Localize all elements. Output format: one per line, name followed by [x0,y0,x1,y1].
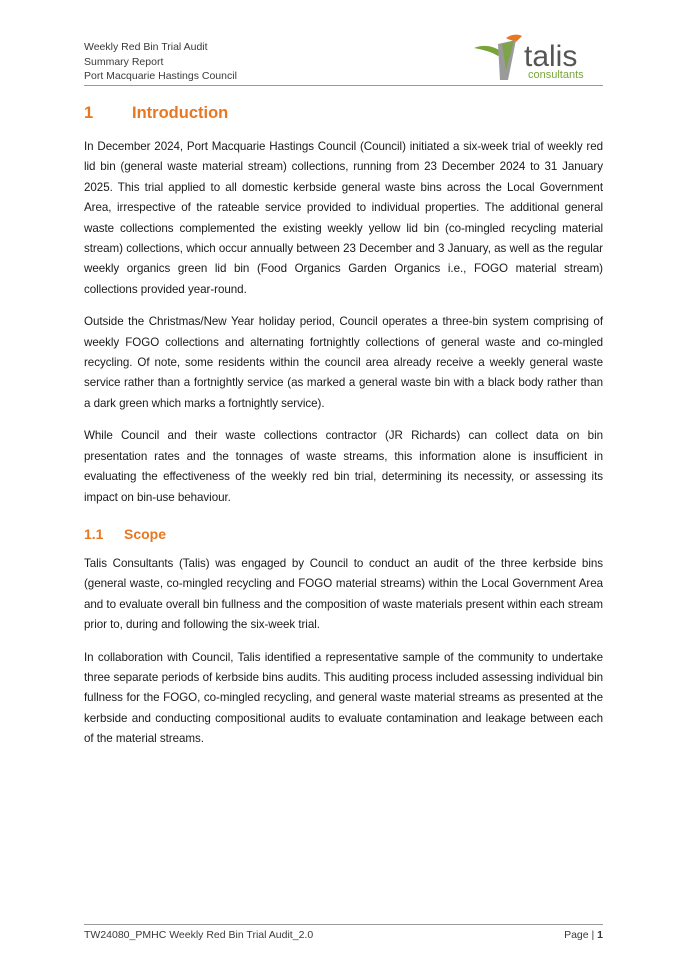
intro-paragraph-2: Outside the Christmas/New Year holiday period, Council operates a three-bin system comprising of weekly FOGO collections and alternating fortnightly collections of general waste and co-mingled recycling. Of note, some residents within the council area already receive a weekly general waste service rather than a fortnightly service (as marked a general waste bin with a black body rather than a dark green which marks a fortnightly service). [84,315,603,410]
header-client: Port Macquarie Hastings Council [84,70,237,82]
document-body [84,104,603,762]
section-1-1-number: 1.1 [84,525,104,542]
section-1-1-heading [84,526,603,542]
footer-divider [84,924,603,925]
page-footer [84,929,603,941]
scope-paragraph-1: Talis Consultants (Talis) was engaged by Council to conduct an audit of the three kerbside bins (general waste, co-mingled recycling and FOGO material streams) within the Local Government Area and to evaluate overall bin fullness and the composition of waste materials present within each stream prior to, during and following the six-week trial. [84,556,603,632]
talis-logo [472,30,607,84]
footer-page-label: Page | [564,929,595,941]
logo-green-swoosh [474,46,502,56]
intro-paragraph-3: While Council and their waste collections contractor (JR Richards) can collect data on bin presentation rates and the tonnages of waste streams, this information alone is insufficient in evaluating the effectiveness of the weekly red bin trial, determining its necessity, or assessing its impact on bin-use behaviour. [84,429,603,504]
scope-paragraph-2: In collaboration with Council, Talis identified a representative sample of the community to undertake three separate periods of kerbside bins audits. This auditing process included assessing individual bin fullness for the FOGO, co-mingled recycling, and general waste material streams as presented at the kerbside and conducting compositional audits to evaluate contamination and leakage between each of the material streams. [84,650,603,746]
section-1-title: Introduction [132,104,229,122]
header-report-type: Summary Report [84,55,164,68]
section-1-number: 1 [84,104,94,122]
logo-subword: consultants [528,69,584,81]
intro-paragraph-1: In December 2024, Port Macquarie Hastings Council (Council) initiated a six-week trial of weekly red lid bin (general waste material stream) collections, running from 23 December 2024 to 31 January 2025. This trial applied to all domestic kerbside general waste bins across the Local Government Area, irrespective of the rateable service provided to individual properties. The additional general waste collections complemented the existing weekly yellow lid bin (co-mingled recycling material stream) collections, which occur annually between 23 December and 3 January, as well as the regular weekly organics green lid bin (Food Organics Garden Organics i.e., FOGO material stream) collections provided year-round. [84,140,603,296]
header-report-title: Weekly Red Bin Trial Audit [84,41,208,53]
footer-page-indicator [564,929,603,941]
section-1-heading [84,104,603,123]
footer-document-id: TW24080_PMHC Weekly Red Bin Trial Audit_2.0 [84,929,314,941]
section-1-1-title: Scope [124,525,167,542]
talis-logo-graphic [472,30,607,84]
footer-page-number: 1 [597,929,603,941]
header-divider [84,85,603,86]
logo-wordmark: talis [524,40,578,73]
